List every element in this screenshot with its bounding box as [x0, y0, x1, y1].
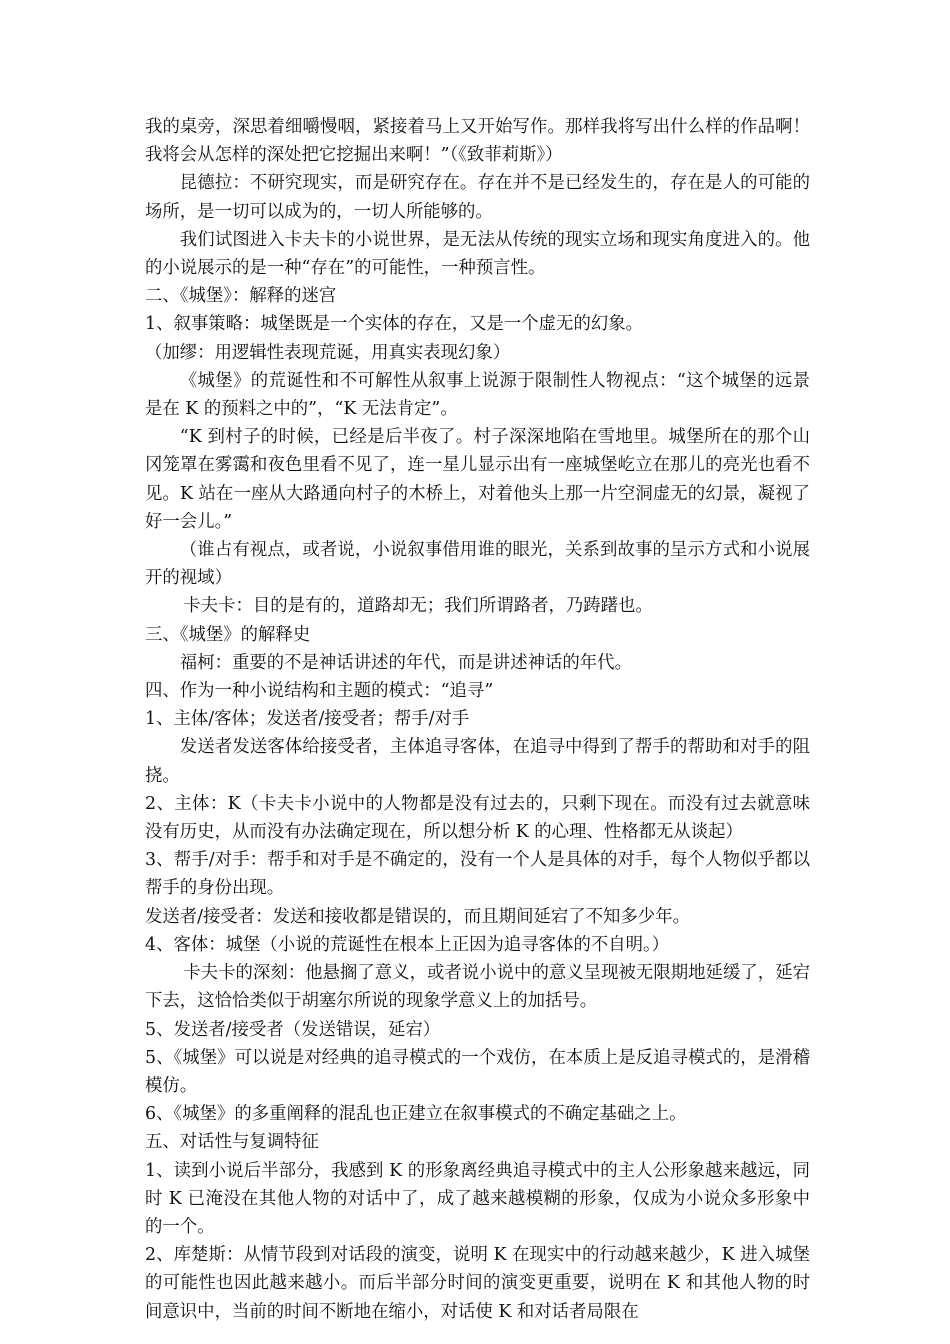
document-paragraph: 二、《城堡》：解释的迷宫 [145, 286, 337, 307]
document-paragraph: 四、作为一种小说结构和主题的模式：“追寻” [145, 681, 494, 702]
document-paragraph: 发送者/接受者：发送和接收都是错误的，而且期间延宕了不知多少年。 [145, 906, 690, 927]
document-paragraph: 福柯：重要的不是神话讲述的年代，而是讲述神话的年代。 [179, 652, 632, 673]
document-paragraph: 卡夫卡的深刻：他悬搁了意义，或者说小说中的意义呈现被无限期地延缓了，延宕下去，这恰恰类似于胡塞尔所说的现象学意义上的加括号。 [145, 963, 810, 1012]
document-paragraph: 三、《城堡》的解释史 [145, 624, 311, 645]
document-paragraph: 1、叙事策略：城堡既是一个实体的存在，又是一个虚无的幻象。 [145, 314, 644, 335]
document-paragraph: 5、《城堡》可以说是对经典的追寻模式的一个戏仿，在本质上是反追寻模式的，是滑稽模仿。 [145, 1047, 810, 1096]
document-paragraph: （加缪：用逻辑性表现荒诞，用真实表现幻象） [145, 342, 511, 363]
document-paragraph: 发送者发送客体给接受者，主体追寻客体，在追寻中得到了帮手的帮助和对手的阻挠。 [145, 737, 810, 786]
document-paragraph: 昆德拉：不研究现实，而是研究存在。存在并不是已经发生的，存在是人的可能的场所，是一切可以成为的，一切人所能够的。 [145, 173, 810, 222]
document-paragraph: 4、客体：城堡（小说的荒诞性在根本上正因为追寻客体的不自明。） [145, 934, 670, 955]
document-paragraph: 1、主体/客体；发送者/接受者；帮手/对手 [145, 709, 470, 730]
document-paragraph: 1、读到小说后半部分，我感到 K 的形象离经典追寻模式中的主人公形象越来越远，同时 K 已淹没在其他人物的对话中了，成了越来越模糊的形象，仅成为小说众多形象中的一个。 [145, 1160, 810, 1237]
document-paragraph: （谁占有视点，或者说，小说叙事借用谁的眼光，关系到故事的呈示方式和小说展开的视域） [145, 540, 810, 589]
document-paragraph: 《城堡》的荒诞性和不可解性从叙事上说源于限制性人物视点：“这个城堡的远景是在 K 的预料之中的”，“K 无法肯定”。 [145, 370, 810, 420]
document-paragraph: 2、库楚斯：从情节段到对话段的演变，说明 K 在现实中的行动越来越少，K 进入城堡的可能性也因此越来越小。而后半部分时间的演变更重要，说明在 K 和其他人物的时间意识中，当前的时间不断地在缩小，对话使 K 和对话者局限在 [145, 1245, 810, 1322]
document-paragraph: 五、对话性与复调特征 [145, 1132, 319, 1153]
document-paragraph: 我们试图进入卡夫卡的小说世界，是无法从传统的现实立场和现实角度进入的。他的小说展示的是一种“存在”的可能性，一种预言性。 [145, 229, 810, 279]
document-paragraph: 3、帮手/对手：帮手和对手是不确定的，没有一个人是具体的对手，每个人物似乎都以帮手的身份出现。 [145, 850, 810, 899]
document-paragraph: 6、《城堡》的多重阐释的混乱也正建立在叙事模式的不确定基础之上。 [145, 1104, 687, 1125]
document-paragraph: 卡夫卡：目的是有的，道路却无；我们所谓路者，乃踌躇也。 [183, 596, 653, 617]
document-paragraph: 我的桌旁，深思着细嚼慢咽，紧接着马上又开始写作。那样我将写出什么样的作品啊！我将会从怎样的深处把它挖掘出来啊！”（《致菲莉斯》） [145, 117, 810, 166]
document-paragraph: “K 到村子的时候，已经是后半夜了。村子深深地陷在雪地里。城堡所在的那个山冈笼罩在雾霭和夜色里看不见了，连一星儿显示出有一座城堡屹立在那儿的亮光也看不见。K 站在一座从大路通向村子的木桥上，对着他头上那一片空洞虚无的幻景，凝视了好一会儿。” [145, 427, 810, 532]
document-body [145, 113, 810, 1326]
document-paragraph: 2、主体：K（卡夫卡小说中的人物都是没有过去的，只剩下现在。而没有过去就意味没有历史，从而没有办法确定现在，所以想分析 K 的心理、性格都无从谈起） [145, 793, 810, 843]
document-paragraph: 5、发送者/接受者（发送错误，延宕） [145, 1019, 441, 1040]
